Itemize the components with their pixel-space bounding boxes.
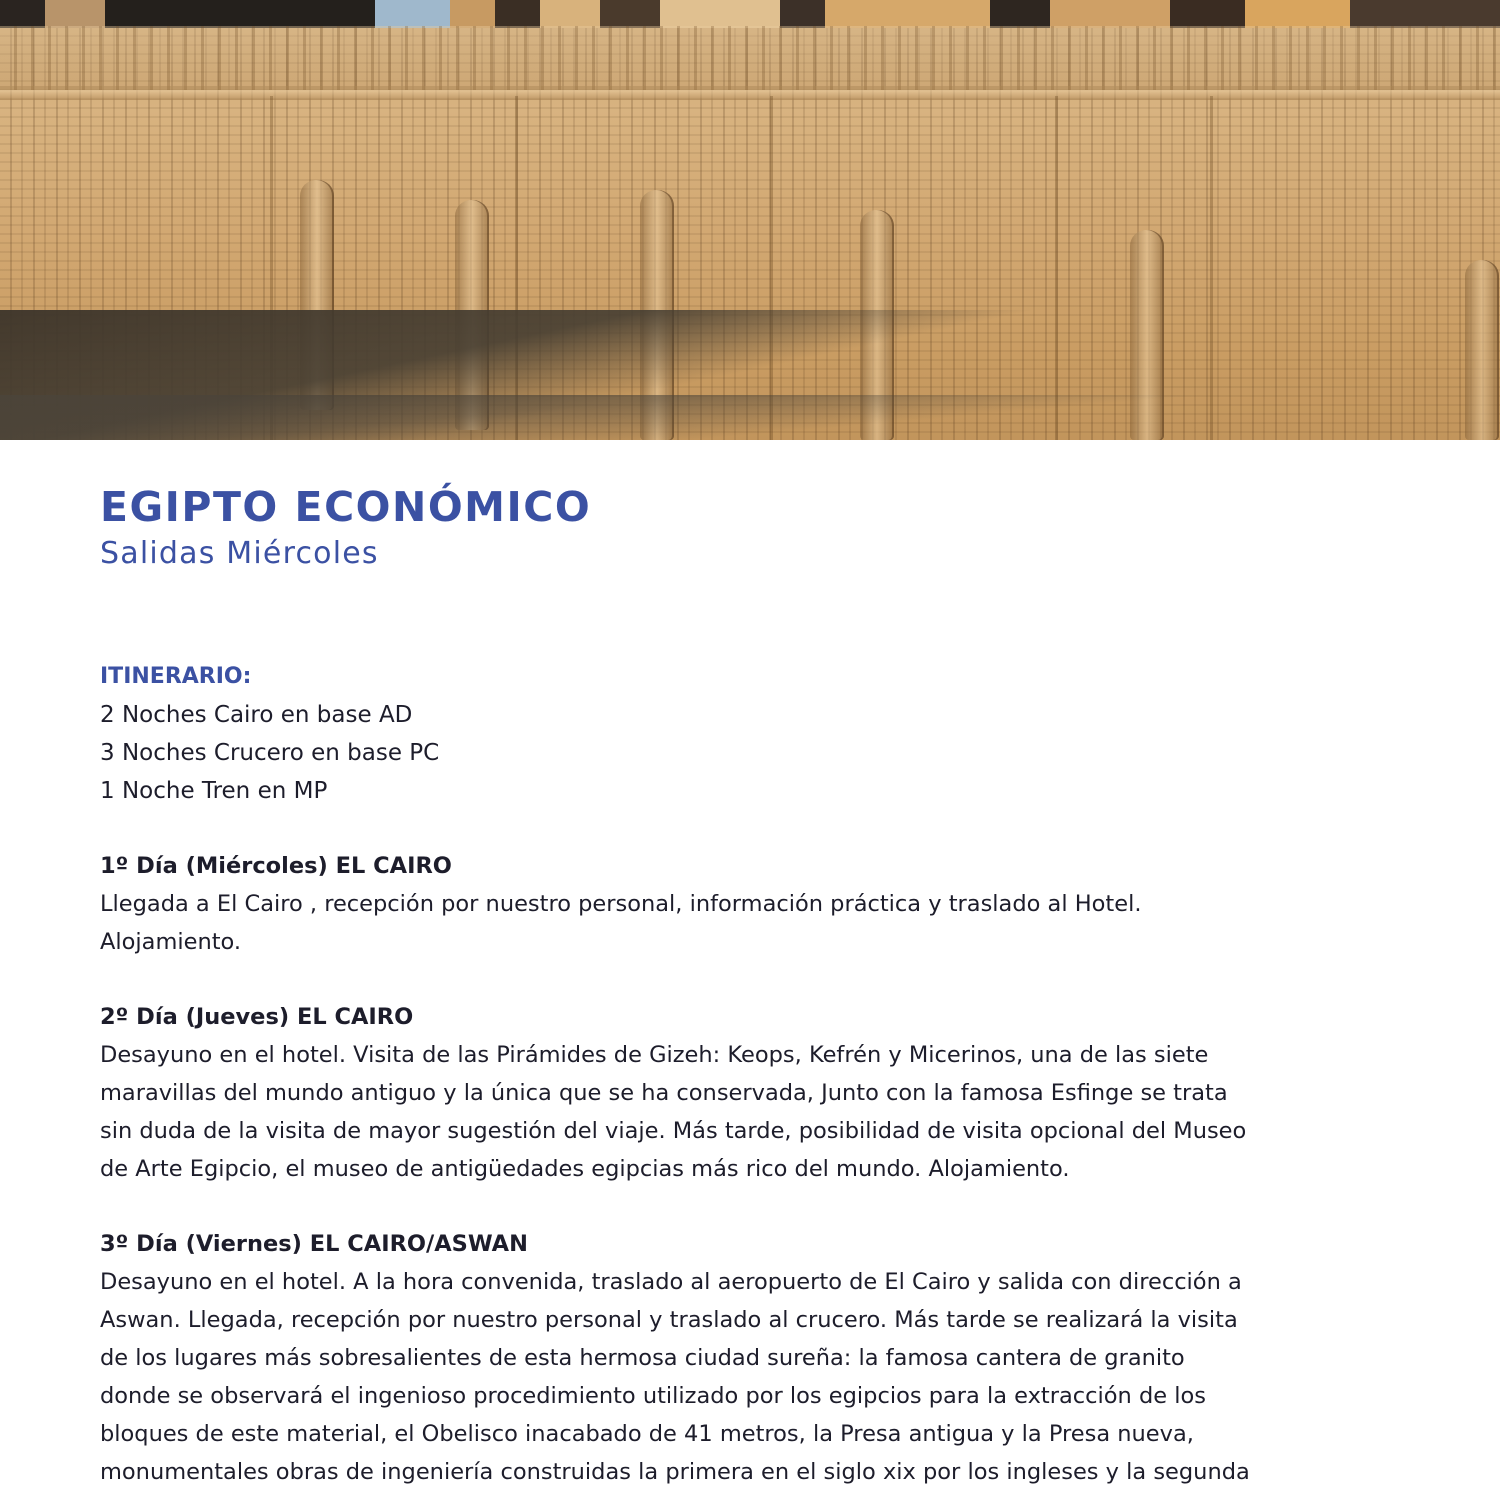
day-text-line: bloques de este material, el Obelisco inacabado de 41 metros, la Presa antigua y la Presa nueva, <box>100 1421 1194 1447</box>
day-text-line: maravillas del mundo antiguo y la única que se ha conservada, Junto con la famosa Esfinge se trata <box>100 1080 1228 1106</box>
day-title: 1º Día (Miércoles) EL CAIRO <box>100 853 452 879</box>
day-text-line: Alojamiento. <box>100 929 242 955</box>
day-section-1 <box>100 847 1410 961</box>
day-text-line: de Arte Egipcio, el museo de antigüedades egipcias más rico del mundo. Alojamiento. <box>100 1156 1070 1182</box>
ground-shadow <box>0 395 1500 440</box>
day-section-2 <box>100 998 1410 1188</box>
itinerary-item: 3 Noches Crucero en base PC <box>100 740 440 766</box>
page-subtitle: Salidas Miércoles <box>100 536 379 571</box>
day-title: 3º Día (Viernes) EL CAIRO/ASWAN <box>100 1231 528 1257</box>
hero-image <box>0 0 1500 440</box>
day-text-line: donde se observará el ingenioso procedimiento utilizado por los egipcios para la extracción de los <box>100 1383 1206 1409</box>
itinerary-item: 1 Noche Tren en MP <box>100 778 328 804</box>
day-section-3 <box>100 1225 1410 1491</box>
day-title: 2º Día (Jueves) EL CAIRO <box>100 1004 414 1030</box>
title-block <box>100 480 1400 574</box>
itinerary-item: 2 Noches Cairo en base AD <box>100 702 413 728</box>
page-title: EGIPTO ECONÓMICO <box>100 483 592 531</box>
temple-columns-strip <box>0 0 1500 28</box>
hieroglyph-frieze <box>0 26 1500 90</box>
day-text-line: Desayuno en el hotel. Visita de las Pirámides de Gizeh: Keops, Kefrén y Micerinos, una de las siete <box>100 1042 1209 1068</box>
itinerary-list <box>100 696 439 810</box>
wall-cornice <box>0 90 1500 100</box>
day-text-line: sin duda de la visita de mayor sugestión del viaje. Más tarde, posibilidad de visita opcional del Museo <box>100 1118 1247 1144</box>
day-text-line: monumentales obras de ingeniería construidas la primera en el siglo xix por los ingleses y la segunda <box>100 1459 1250 1485</box>
day-text-line: Desayuno en el hotel. A la hora convenida, traslado al aeropuerto de El Cairo y salida con dirección a <box>100 1269 1242 1295</box>
itinerary-label: ITINERARIO: <box>100 664 252 689</box>
day-text-line: Aswan. Llegada, recepción por nuestro personal y traslado al crucero. Más tarde se realizará la visita <box>100 1307 1238 1333</box>
day-text-line: de los lugares más sobresalientes de esta hermosa ciudad sureña: la famosa cantera de granito <box>100 1345 1185 1371</box>
day-text-line: Llegada a El Cairo , recepción por nuestro personal, información práctica y traslado al Hotel. <box>100 891 1142 917</box>
